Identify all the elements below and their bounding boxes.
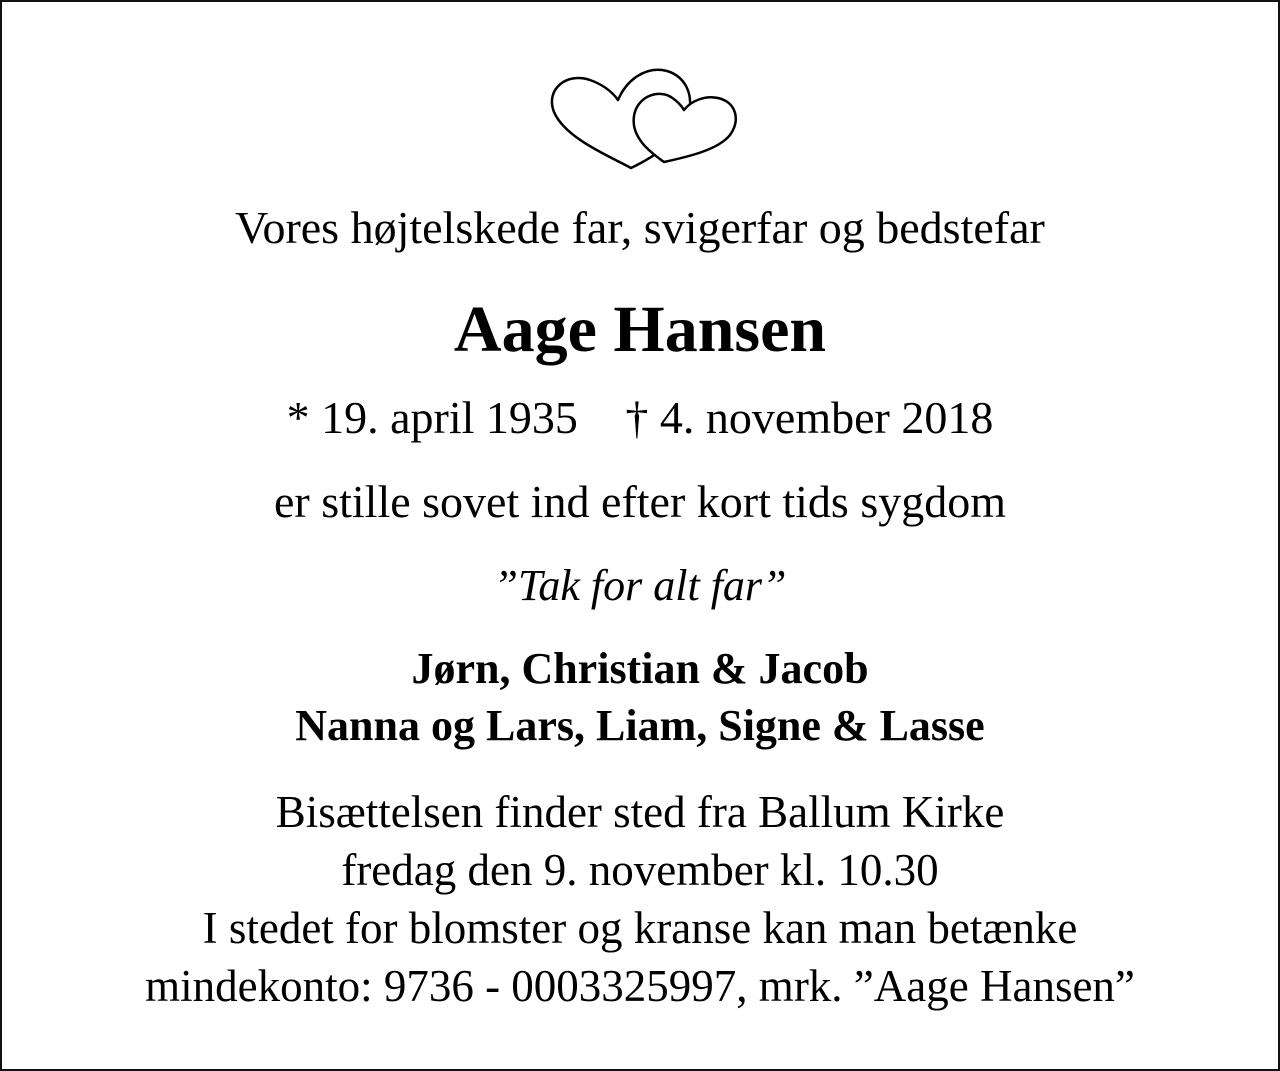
death-notice: er stille sovet ind efter kort tids sygdom — [273, 476, 1007, 527]
birth-date: 19. april 1935 — [321, 392, 578, 443]
death-date: 4. november 2018 — [659, 392, 994, 443]
funeral-info-line: Bisættelsen finder sted fra Ballum Kirke — [275, 787, 1005, 837]
life-dates — [2, 388, 1278, 448]
deceased-name: Aage Hansen — [453, 293, 827, 366]
family-line: Jørn, Christian & Jacob — [411, 644, 869, 693]
two-hearts-icon — [547, 64, 739, 172]
died-symbol: † — [625, 392, 649, 443]
born-symbol: * — [286, 392, 310, 443]
quote: ”Tak for alt far” — [493, 561, 787, 610]
family-line: Nanna og Lars, Liam, Signe & Lasse — [295, 701, 985, 750]
funeral-info-line: I stedet for blomster og kranse kan man betænke — [202, 903, 1078, 953]
intro-text: Vores højtelskede far, svigerfar og bedstefar — [235, 202, 1045, 253]
funeral-info-line: mindekonto: 9736 - 0003325997, mrk. ”Aage Hansen” — [145, 961, 1135, 1011]
funeral-info-line: fredag den 9. november kl. 10.30 — [341, 845, 939, 895]
